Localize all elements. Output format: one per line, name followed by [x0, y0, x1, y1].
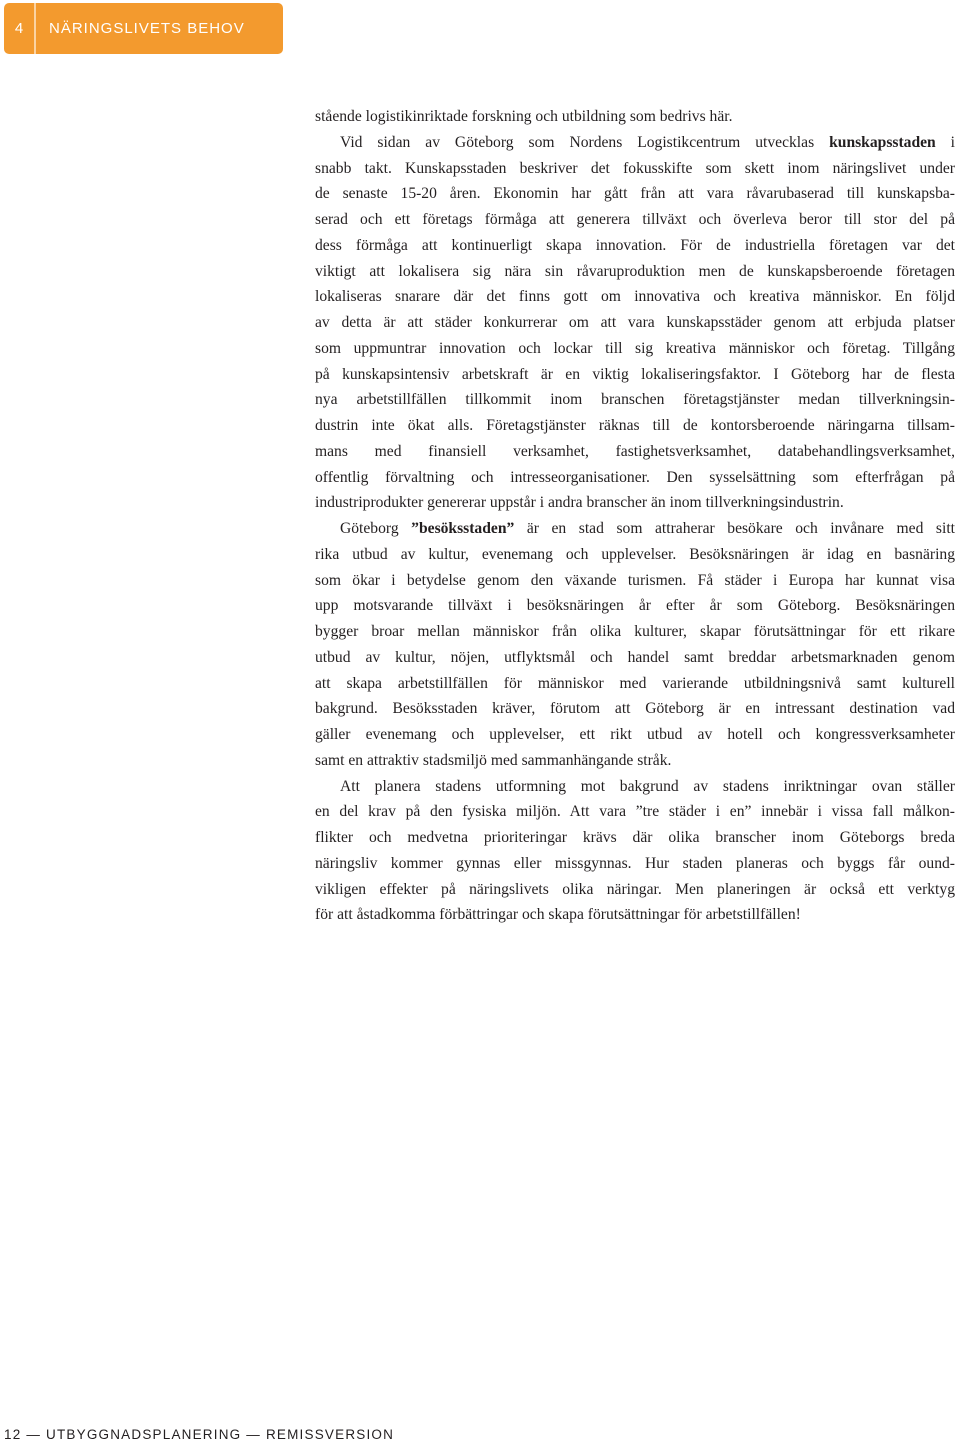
chapter-number: 4	[14, 20, 24, 37]
body-line: serad och ett företags förmåga att generera tillväxt och överleva beror till stor del på	[315, 211, 955, 228]
line-text: Göteborg	[340, 520, 412, 537]
body-line: att skapa arbetstillfällen för människor med varierande utbildningsnivå samt kulturell	[315, 674, 955, 692]
body-line: för att åstadkomma förbättringar och skapa förutsättningar för arbetstillfällen!	[315, 906, 801, 924]
chapter-header-tab	[4, 3, 283, 54]
body-text	[315, 104, 955, 928]
body-line: Att planera stadens utformning mot bakgrund av stadens inriktningar ovan ställer	[340, 777, 955, 795]
line-text: i	[935, 133, 956, 151]
line-text: Vid sidan av Göteborg som Nordens Logistikcentrum utvecklas	[340, 133, 830, 151]
body-line: vikligen effekter på näringslivets olika näringar. Men planeringen är också ett verktyg	[315, 880, 955, 898]
body-line: utbud av kultur, nöjen, utflyktsmål och handel samt breddar arbetsmarknaden genom	[315, 648, 955, 666]
body-line: bakgrund. Besöksstaden kräver, förutom att Göteborg är en intressant destination vad	[315, 700, 955, 718]
page-footer: 12 — UTBYGGNADSPLANERING — REMISSVERSION	[4, 1427, 395, 1442]
body-line: lokaliseras snarare där det finns gott om innovativa och kreativa människor. En följd	[315, 288, 955, 306]
body-line: nya arbetstillfällen tillkommit inom branschen företagstjänster medan tillverkningsin-	[315, 391, 955, 409]
body-line: på kunskapsintensiv arbetskraft är en viktig lokaliseringsfaktor. I Göteborg har de flesta	[315, 365, 955, 383]
bold-term: kunskapsstaden	[829, 133, 936, 151]
body-line: industriprodukter genererar uppstår i andra branscher än inom tillverkningsindustrin.	[315, 494, 844, 512]
body-line: flikter och medvetna prioriteringar krävs där olika branscher inom Göteborgs breda	[315, 829, 955, 846]
body-line: dess förmåga att kontinuerligt skapa innovation. För de industriella företagen var det	[315, 236, 955, 254]
body-line: en del krav på den fysiska miljön. Att vara ”tre städer i en” innebär i vissa fall målkon-	[315, 803, 955, 821]
chapter-title: NÄRINGSLIVETS BEHOV	[49, 20, 245, 37]
body-line: gäller evenemang och upplevelser, ett rikt utbud av hotell och kongressverksamheter	[315, 726, 955, 743]
body-line	[315, 516, 955, 542]
body-line: stående logistikinriktade forskning och utbildning som bedrivs här.	[315, 108, 733, 125]
bold-term: ”besöksstaden”	[411, 520, 515, 537]
body-line: upp motsvarande tillväxt i besöksnäringen år efter år som Göteborg. Besöksnäringen	[315, 597, 955, 615]
body-line: viktigt att lokalisera sig nära sin råvaruproduktion men de kunskapsberoende företagen	[315, 262, 955, 280]
body-line: de senaste 15-20 åren. Ekonomin har gått från att vara råvarubaserad till kunskapsba-	[315, 185, 955, 203]
body-line: bygger broar mellan människor från olika kulturer, skapar förutsättningar för ett rikare	[315, 623, 955, 640]
body-line	[315, 130, 955, 156]
body-line: snabb takt. Kunskapsstaden beskriver det fokusskifte som skett inom näringslivet under	[315, 159, 955, 177]
body-line: samt en attraktiv stadsmiljö med sammanhängande stråk.	[315, 751, 672, 769]
body-line: dustrin inte ökat alls. Företagstjänster räknas till de kontorsberoende näringarna tillsam-	[315, 417, 955, 434]
body-line: näringsliv kommer gynnas eller missgynnas. Hur staden planeras och byggs får ound-	[315, 854, 955, 872]
line-text: är en stad som attraherar besökare och invånare med sitt	[514, 520, 955, 537]
body-line: som ökar i betydelse genom den växande turismen. Få städer i Europa har kunnat visa	[315, 571, 955, 589]
body-line: som uppmuntrar innovation och lockar till sig kreativa människor och företag. Tillgång	[315, 339, 955, 357]
body-line: mans med finansiell verksamhet, fastighetsverksamhet, databehandlingsverksamhet,	[315, 442, 955, 460]
body-line: av detta är att städer konkurrerar om att vara kunskapsstäder genom att erbjuda platser	[315, 314, 955, 331]
body-line: offentlig förvaltning och intresseorganisationer. Den sysselsättning som efterfrågan på	[315, 468, 955, 486]
body-line: rika utbud av kultur, evenemang och upplevelser. Besöksnäringen är idag en basnäring	[315, 545, 955, 563]
